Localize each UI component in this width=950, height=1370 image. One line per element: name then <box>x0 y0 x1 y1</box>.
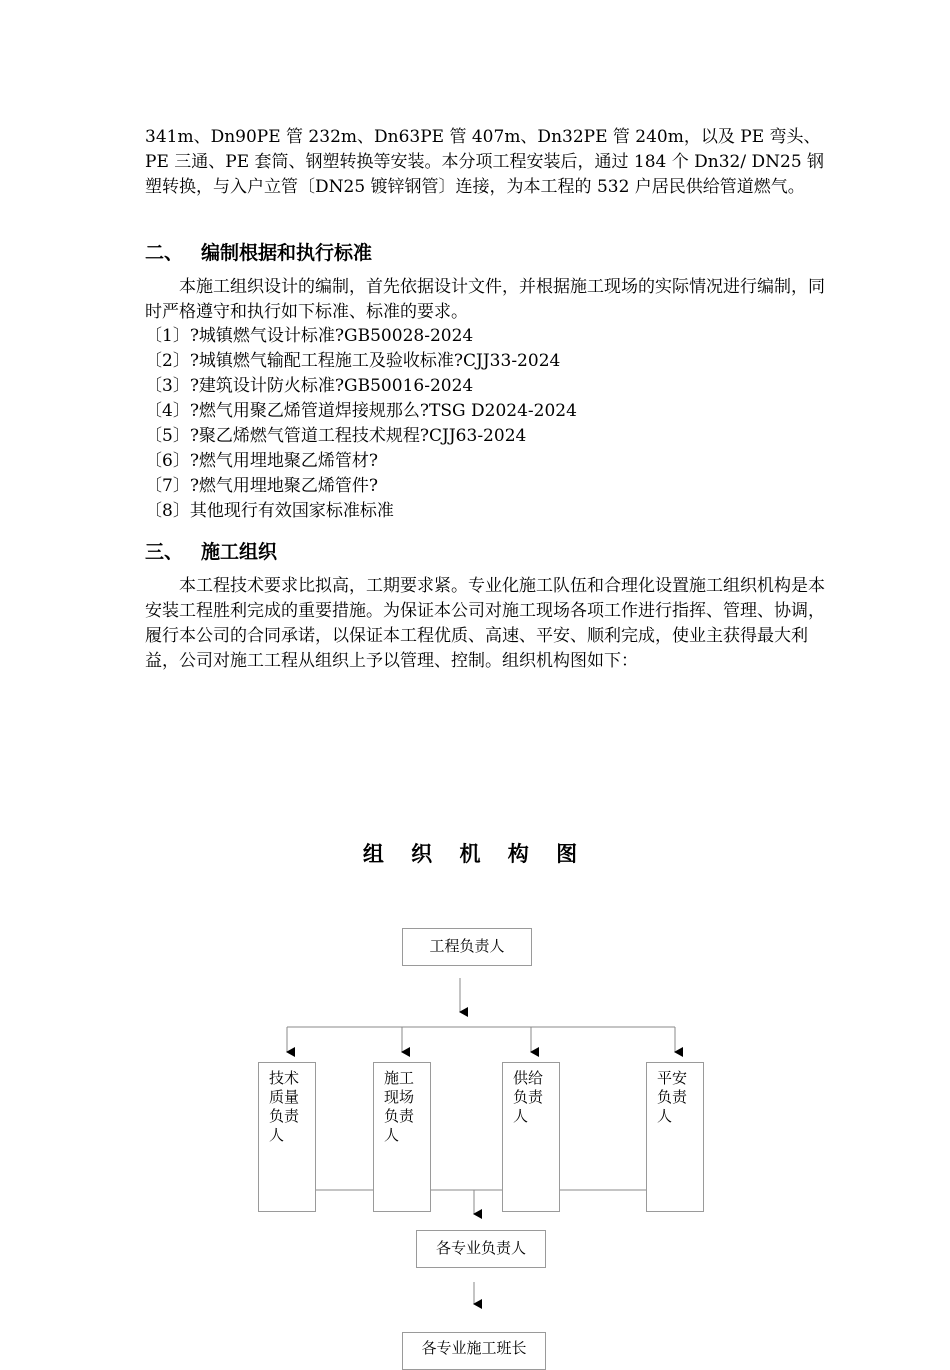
org-node-bottom: 各专业施工班长 <box>402 1332 546 1370</box>
section-number: 三、 <box>145 541 184 563</box>
list-item: 〔8〕其他现行有效国家标准标准 <box>145 501 394 521</box>
section-number: 二、 <box>145 242 184 264</box>
section-title: 编制根据和执行标准 <box>201 242 373 264</box>
org-chart-title: 组 织 机 构 图 <box>362 841 588 866</box>
paragraph-organization: 本工程技术要求比拟高，工期要求紧。专业化施工队伍和合理化设置施工组织机构是本安装工程胜利完成的重要措施。为保证本公司对施工现场各项工作进行指挥、管理、协调，履行本公司的合同承诺，以保证本工程优质、高速、平安、顺利完成，使业主获得最大利益，公司对施工工程从组织上予以管理、控制。组织机构图如下： <box>145 576 825 671</box>
org-node-top: 工程负责人 <box>402 928 532 966</box>
org-node-branch: 施工现场负责人 <box>373 1062 431 1212</box>
org-node-middle: 各专业负责人 <box>416 1230 546 1268</box>
org-node-branch: 平安负责人 <box>646 1062 704 1212</box>
list-item: 〔4〕?燃气用聚乙烯管道焊接规那么?TSG D2024-2024 <box>145 401 577 421</box>
list-item: 〔3〕?建筑设计防火标准?GB50016-2024 <box>145 376 474 396</box>
list-item: 〔1〕?城镇燃气设计标准?GB50028-2024 <box>145 326 474 346</box>
org-node-branch: 技术质量负责人 <box>258 1062 316 1212</box>
list-item: 〔5〕?聚乙烯燃气管道工程技术规程?CJJ63-2024 <box>145 426 527 446</box>
list-item: 〔7〕?燃气用埋地聚乙烯管件? <box>145 476 379 496</box>
list-item: 〔2〕?城镇燃气输配工程施工及验收标准?CJJ33-2024 <box>145 351 561 371</box>
paragraph-scope: 341m、Dn90PE 管 232m、Dn63PE 管 407m、Dn32PE 管 240m，以及 PE 弯头、PE 三通、PE 套筒、钢塑转换等安装。本分项工程安装后，通过 184 个 Dn32/ DN25 钢塑转换，与入户立管〔DN25 镀锌钢管〕连接，为本工程的 532 户居民供给管道燃气。 <box>145 127 825 197</box>
org-node-branch: 供给负责人 <box>502 1062 560 1212</box>
list-item: 〔6〕?燃气用埋地聚乙烯管材? <box>145 451 379 471</box>
section-title: 施工组织 <box>201 541 278 563</box>
paragraph-basis: 本施工组织设计的编制，首先依据设计文件，并根据施工现场的实际情况进行编制，同时严格遵守和执行如下标准、标准的要求。 <box>145 277 825 322</box>
